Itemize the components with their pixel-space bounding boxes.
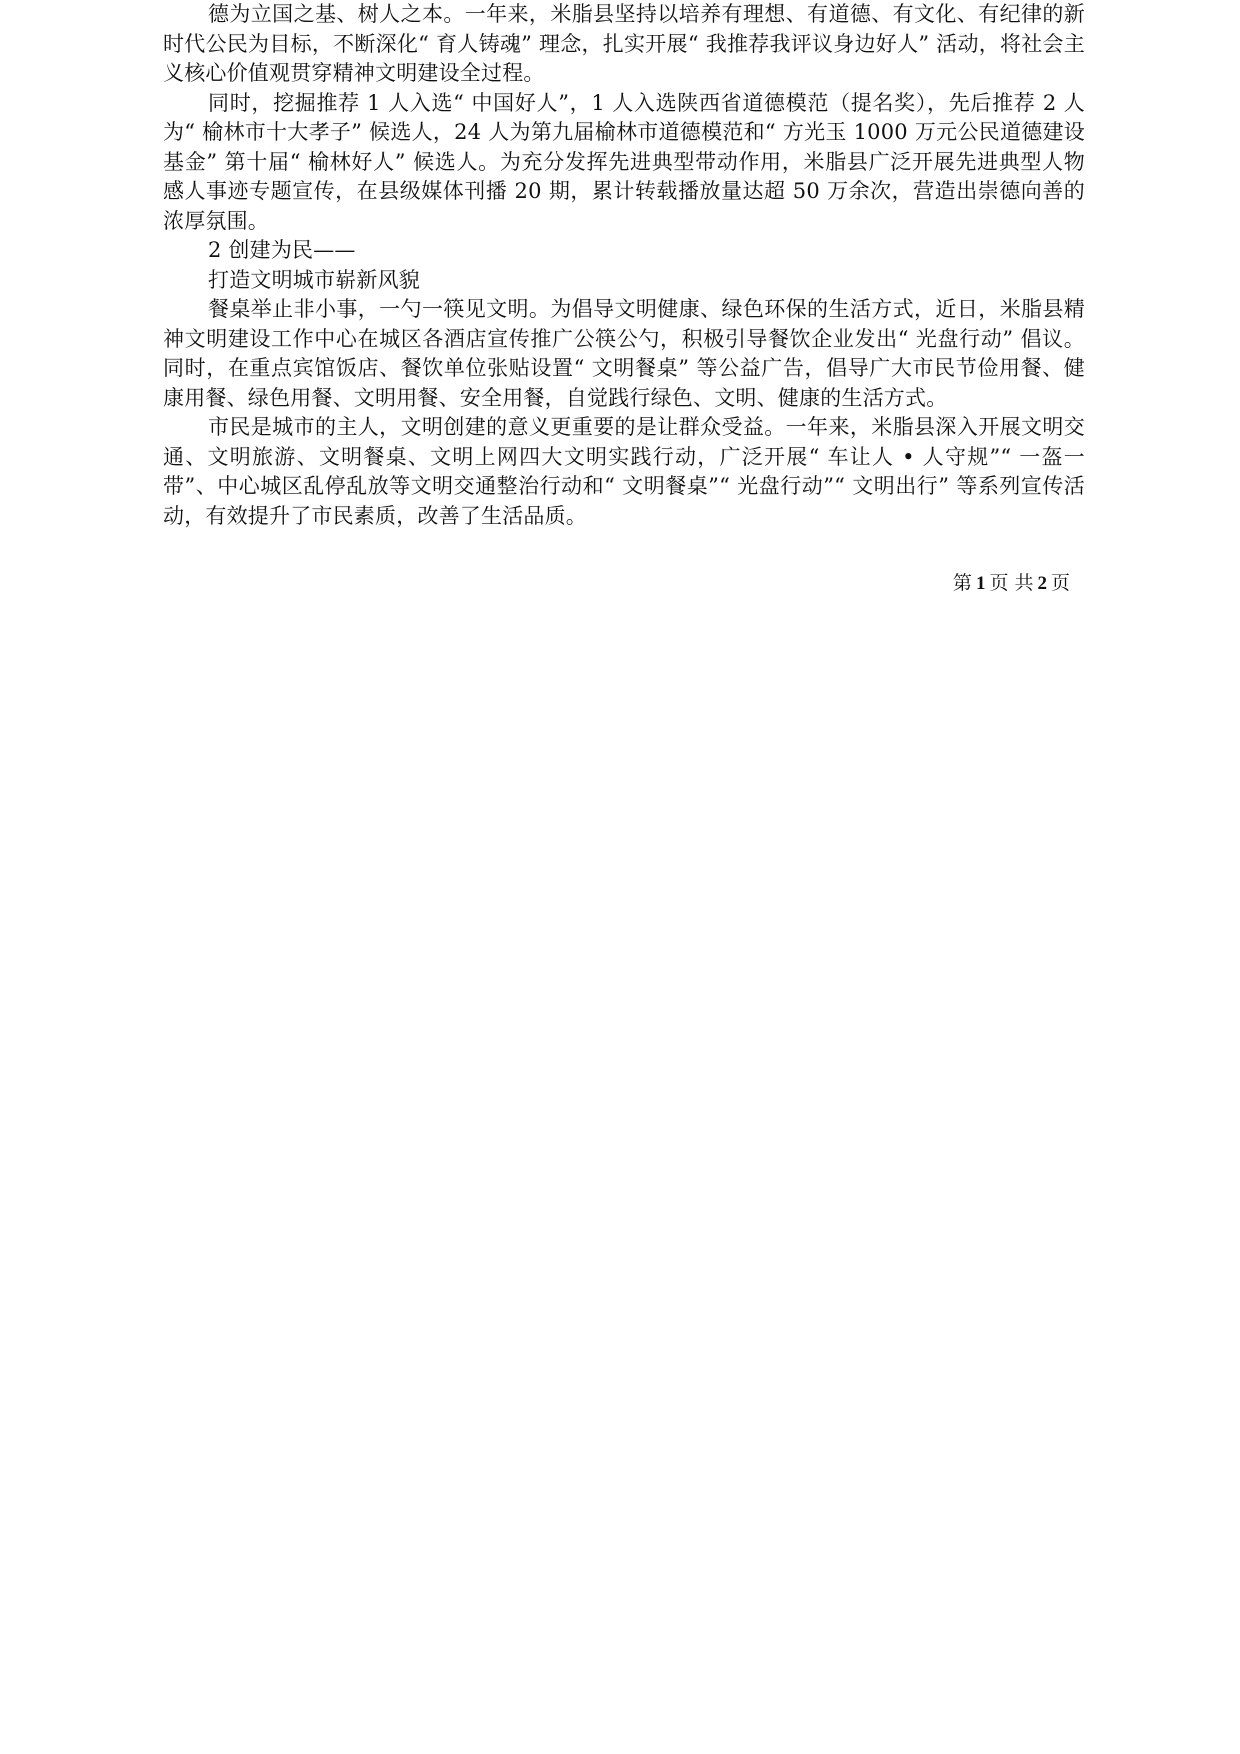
footer-prefix: 第 [952, 572, 972, 594]
current-page-number: 1 [975, 573, 986, 594]
paragraph-civic-actions: 市民是城市的主人，文明创建的意义更重要的是让群众受益。一年来，米脂县深入开展文明交通、文明旅游、文明餐桌、文明上网四大文明实践行动，广泛开展“ 车让人 • 人守规”“ 一盔一带”、中心城区乱停乱放等文明交通整治行动和“ 文明餐桌”“ 光盘行动”“ 文明出行” 等系列宣传活动，有效提升了市民素质，改善了生活品质。 [163, 415, 1085, 528]
footer-middle: 页 共 [989, 572, 1034, 594]
section-heading-title: 打造文明城市崭新风貌 [208, 267, 420, 292]
page-number-footer [880, 570, 1070, 597]
paragraph-dining-etiquette: 餐桌举止非小事，一勺一筷见文明。为倡导文明健康、绿色环保的生活方式，近日，米脂县精神文明建设工作中心在城区各酒店宣传推广公筷公勺，积极引导餐饮企业发出“ 光盘行动” 倡议。同时，在重点宾馆饭店、餐饮单位张贴设置“ 文明餐桌” 等公益广告，倡导广大市民节俭用餐、健康用餐、绿色用餐、文明用餐、安全用餐，自觉践行绿色、文明、健康的生活方式。 [163, 297, 1085, 410]
section-heading-number: 2 创建为民—— [208, 238, 356, 262]
article-body [163, 0, 1085, 531]
paragraph-role-models: 同时，挖掘推荐 1 人入选“ 中国好人”，1 人入选陕西省道德模范（提名奖），先后推荐 2 人为“ 榆林市十大孝子” 候选人，24 人为第九届榆林市道德模范和“ 方光玉 1000 万元公民道德建设基金” 第十届“ 榆林好人” 候选人。为充分发挥先进典型带动作用，米脂县广泛开展先进典型人物感人事迹专题宣传，在县级媒体刊播 20 期，累计转载播放量达超 50 万余次，营造出崇德向善的浓厚氛围。 [163, 90, 1085, 233]
total-page-number: 2 [1037, 573, 1047, 594]
footer-suffix: 页 [1050, 572, 1070, 594]
paragraph-intro: 德为立国之基、树人之本。一年来，米脂县坚持以培养有理想、有道德、有文化、有纪律的新时代公民为目标，不断深化“ 育人铸魂” 理念，扎实开展“ 我推荐我评议身边好人” 活动，将社会主义核心价值观贯穿精神文明建设全过程。 [163, 2, 1085, 85]
